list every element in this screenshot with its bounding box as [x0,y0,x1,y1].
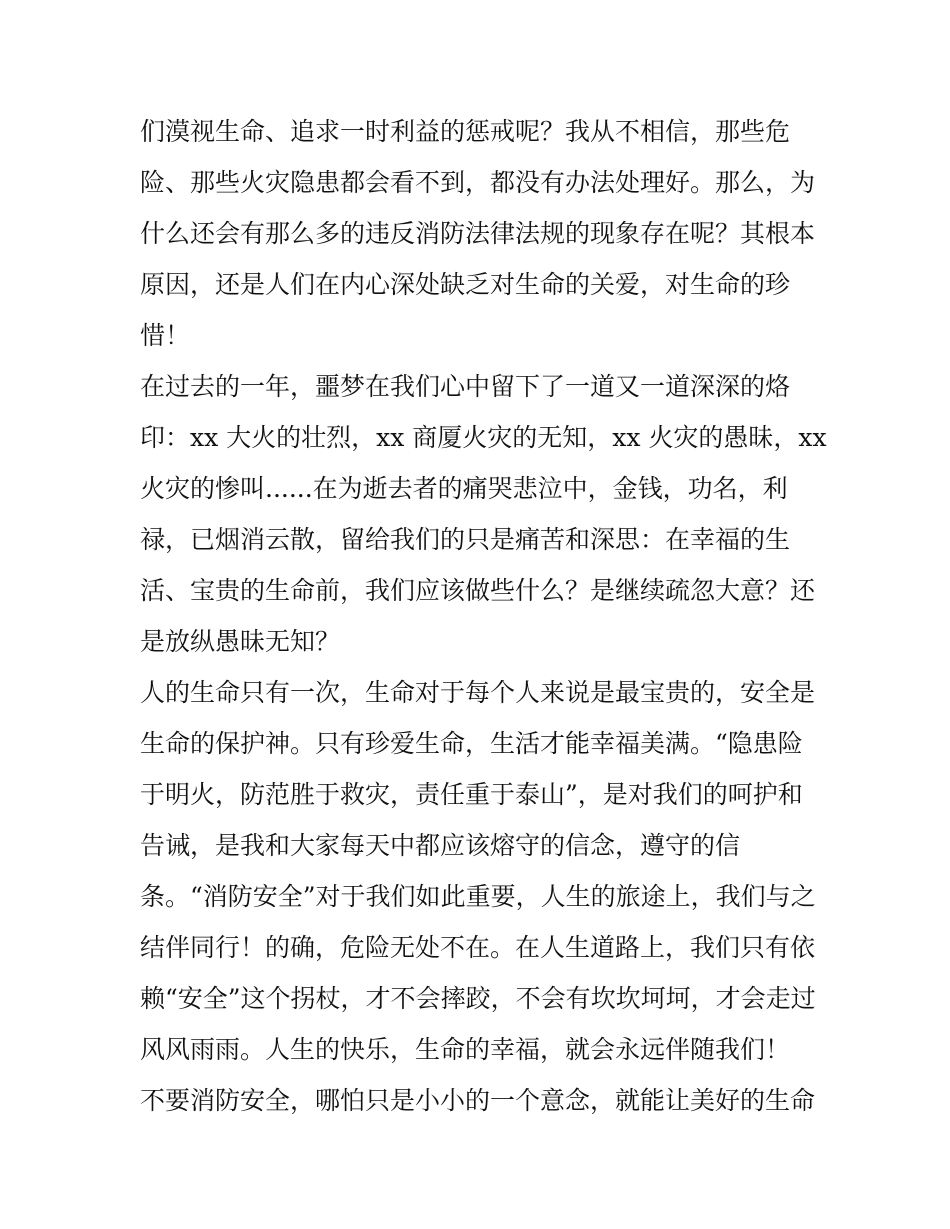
text-line: 活、宝贵的生命前，我们应该做些什么？是继续疏忽大意？还 [140,576,816,605]
text-line: 惜！ [140,321,191,350]
text-line: 原因，还是人们在内心深处缺乏对生命的关爱，对生命的珍 [140,270,791,299]
text-line: 风风雨雨。人生的快乐，生命的幸福，就会永远伴随我们！ [140,1035,791,1064]
text-line: 结伴同行！的确，危险无处不在。在人生道路上，我们只有依 [140,933,816,962]
text-line: 是放纵愚昧无知？ [140,627,341,656]
text-line: 条。“消防安全”对于我们如此重要，人生的旅途上，我们与之 [140,882,816,911]
body-text [140,106,827,1126]
text-line: 不要消防安全，哪怕只是小小的一个意念，就能让美好的生命 [140,1086,816,1115]
text-line: 禄，已烟消云散，留给我们的只是痛苦和深思：在幸福的生 [140,525,791,554]
text-line: 们漠视生命、追求一时利益的惩戒呢？我从不相信，那些危 [140,117,791,146]
text-line: 印：xx 大火的壮烈，xx 商厦火灾的无知，xx 火灾的愚昧，xx [140,423,827,452]
text-line: 人的生命只有一次，生命对于每个人来说是最宝贵的，安全是 [140,678,816,707]
text-line: 险、那些火灾隐患都会看不到，都没有办法处理好。那么，为 [140,168,816,197]
text-line: 生命的保护神。只有珍爱生命，生活才能幸福美满。“隐患险 [140,729,803,758]
text-line: 赖“安全”这个拐杖，才不会摔跤，不会有坎坎坷坷，才会走过 [140,984,816,1013]
text-line: 于明火，防范胜于救灾，责任重于泰山”，是对我们的呵护和 [140,780,803,809]
text-line: 什么还会有那么多的违反消防法律法规的现象存在呢？其根本 [140,219,816,248]
text-line: 告诫，是我和大家每天中都应该熔守的信念，遵守的信 [140,831,741,860]
text-line: 在过去的一年，噩梦在我们心中留下了一道又一道深深的烙 [140,372,791,401]
text-line: 火灾的惨叫......在为逝去者的痛哭悲泣中，金钱，功名，利 [140,474,788,503]
